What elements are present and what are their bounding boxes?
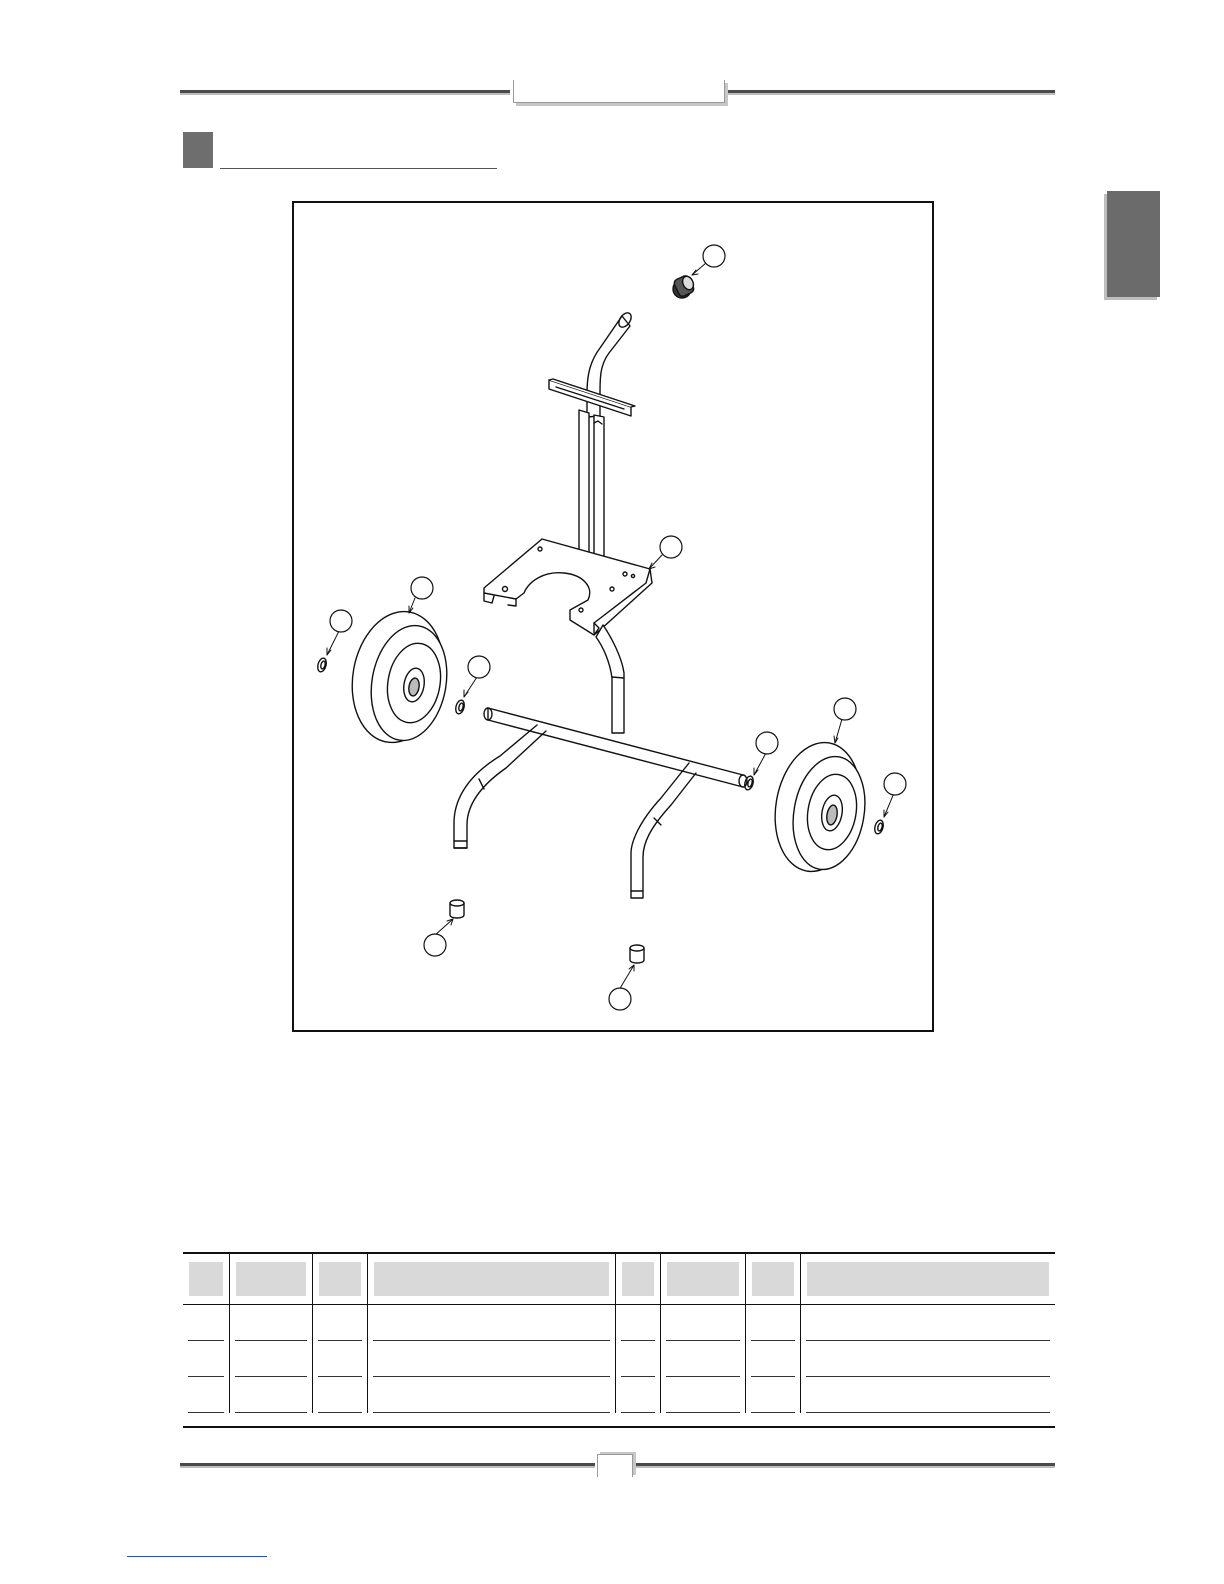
callout-7 <box>834 698 856 720</box>
base-plate-part <box>484 539 652 635</box>
section-title <box>220 140 497 169</box>
handle-upright-part <box>549 311 635 561</box>
table-cell <box>666 1377 740 1413</box>
table-cell <box>318 1341 362 1377</box>
footer-rule-right <box>633 1463 1055 1466</box>
callout-10 <box>609 988 631 1010</box>
table-cell <box>188 1305 224 1341</box>
table-cell <box>621 1305 655 1341</box>
header-tab <box>513 80 725 103</box>
table-cell <box>621 1341 655 1377</box>
callout-5 <box>468 656 490 678</box>
right-wheel-part <box>765 736 873 879</box>
table-cell <box>751 1341 795 1377</box>
exploded-parts-diagram <box>292 201 934 1032</box>
footer-rule-left <box>180 1463 595 1466</box>
header-cell-partno-1 <box>229 1254 312 1305</box>
header-cell-qty-2 <box>745 1254 800 1305</box>
chapter-side-tab <box>1107 191 1160 297</box>
table-cell <box>806 1305 1051 1341</box>
table-row <box>183 1305 1055 1342</box>
table-row <box>183 1341 1055 1377</box>
table-cell <box>373 1341 610 1377</box>
header-cell-desc-2 <box>800 1254 1055 1305</box>
table-cell <box>621 1377 655 1413</box>
callout-1 <box>703 245 725 267</box>
callout-3 <box>411 577 433 599</box>
table-cell <box>235 1305 307 1341</box>
header-cell-no-1 <box>183 1254 229 1305</box>
table-cell <box>373 1305 610 1341</box>
callout-2 <box>660 536 682 558</box>
header-rule-left <box>180 90 510 93</box>
callout-9 <box>424 934 446 956</box>
header-cell-no-2 <box>615 1254 660 1305</box>
header-cell-qty-1 <box>312 1254 367 1305</box>
table-cell <box>235 1341 307 1377</box>
table-cell <box>666 1305 740 1341</box>
table-cell <box>751 1377 795 1413</box>
table-cell <box>666 1341 740 1377</box>
table-cell <box>188 1341 224 1377</box>
callout-6 <box>756 732 778 754</box>
callout-8 <box>884 773 906 795</box>
table-cell <box>318 1377 362 1413</box>
callout-4 <box>330 610 352 632</box>
table-cell <box>318 1305 362 1341</box>
parts-table <box>183 1252 1055 1428</box>
handle-grip-part <box>673 274 696 298</box>
rubber-feet-part <box>450 900 644 963</box>
table-cell <box>373 1377 610 1413</box>
left-wheel-part <box>342 604 455 750</box>
table-cell <box>806 1341 1051 1377</box>
section-marker <box>183 132 213 168</box>
table-cell <box>751 1305 795 1341</box>
table-cell <box>806 1377 1051 1413</box>
header-rule-right <box>727 90 1055 93</box>
header-cell-desc-1 <box>367 1254 615 1305</box>
frame-part <box>454 625 747 898</box>
table-cell <box>188 1377 224 1413</box>
table-row <box>183 1377 1055 1413</box>
cart-drawing <box>294 203 932 1030</box>
table-cell <box>235 1377 307 1413</box>
header-cell-partno-2 <box>660 1254 745 1305</box>
parts-table-header-row <box>183 1254 1055 1305</box>
footer-link[interactable] <box>127 1554 267 1557</box>
footer-page-tab <box>597 1454 633 1477</box>
